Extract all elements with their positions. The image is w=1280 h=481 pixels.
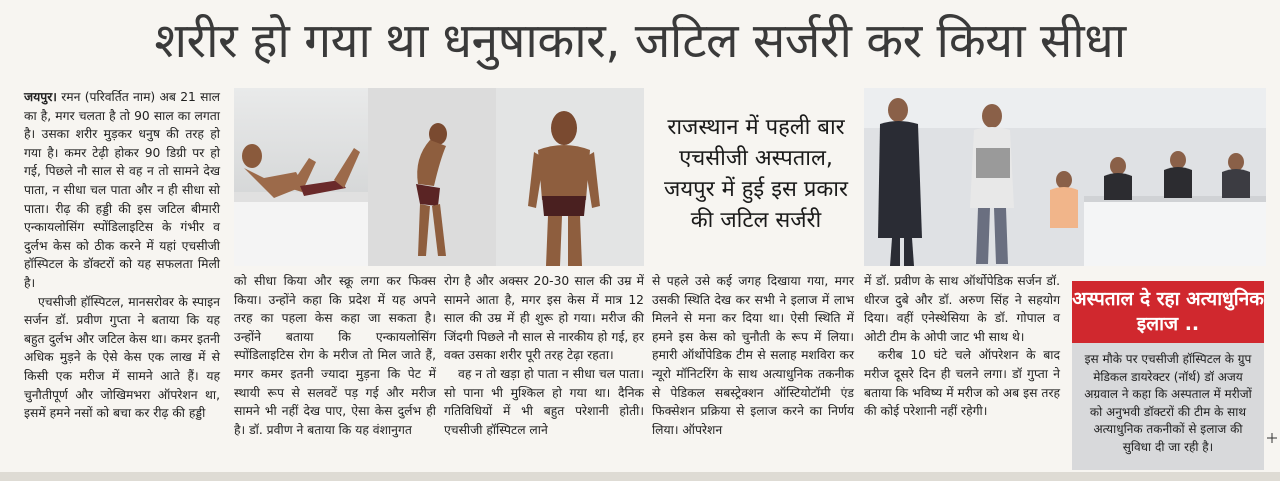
sidebar-body: इस मौके पर एचसीजी हॉस्पिटल के ग्रुप मेडिकल डायरेक्टर (नॉर्थ) डॉ अजय अग्रवाल ने कहा कि अस्पताल में मरीजों को अनुभवी डॉक्टरों की टीम के साथ अत्याधुनिक तकनीकों से इलाज की सुविधा दी जा रही है। (1072, 343, 1264, 470)
press-conference-image (864, 88, 1266, 266)
paragraph (24, 88, 220, 293)
paragraph-text: रमन (परिवर्तित नाम) अब 21 साल का है, मगर चलता है तो 90 साल का लगता है। उसका शरीर मुड़कर धनुष की तरह हो गया है। कमर टेढ़ी होकर 90 डिग्री पर हो गई, पिछले नौ साल से वह न तो सामने देख पाता, न सीधा चल पाता और न ही सीधा सो पाता। रीढ़ की हड्डी की इस जटिल बीमारी एन्कायलोसिंग स्पोंडिलाइटिस के गंभीर व दुर्लभ केस को ठीक करने में यहां एचसीजी हॉस्पिटल के डॉक्टरों को यह सफलता मिली है। (24, 90, 220, 290)
article-column-3 (444, 272, 644, 439)
plus-icon (1266, 432, 1278, 444)
headline: शरीर हो गया था धनुषाकार, जटिल सर्जरी कर किया सीधा (154, 13, 1126, 69)
paragraph: एचसीजी हॉस्पिटल, मानसरोवर के स्पाइन सर्जन डॉ. प्रवीण गुप्ता ने बताया कि यह बहुत दुर्लभ और जटिल केस था। कमर इतनी अधिक मुड़ने के ऐसे केस एक लाख में से किसी एक मरीज में सामने आते हैं। यह चुनौतीपूर्ण और जोखिमभरा ऑपरेशन था, इसमें हमने नसों को बचा कर रीढ़ की हड्डी (24, 294, 220, 421)
article-column-2 (234, 272, 436, 439)
article-column-5 (864, 272, 1060, 421)
paragraph: करीब 10 घंटे चले ऑपरेशन के बाद मरीज दूसरे दिन ही चलने लगा। डॉ गुप्ता ने बताया कि भविष्य में मरीज को अब इस तरह की कोई परेशानी नहीं रहेगी। (864, 348, 1060, 419)
article-column-4 (652, 272, 854, 439)
paragraph: वह न तो खड़ा हो पाता न सीधा चल पाता। सो पाना भी मुश्किल हो गया था। दैनिक गतिविधियों में भी बहुत परेशानी होती। एचसीजी हॉस्पिटल लाने (444, 366, 644, 437)
press-conference-photo (864, 88, 1266, 266)
paragraph: से पहले उसे कई जगह दिखाया गया, मगर उसकी स्थिति देख कर सभी ने इलाज में लाभ मिलने से मना कर दिया था। ऐसी स्थिति में हमने इस केस को चुनौती के रूप में लिया। हमारी ऑर्थोपेडिक टीम से सलाह मशविरा कर न्यूरो मॉनिटरिंग के साथ अत्याधुनिक तकनीक से पेडिकल सबस्ट्रेक्शन ऑस्टियोटॉमी एंड फिक्सेशन प्रक्रिया से इलाज करने का निर्णय लिया। ऑपरेशन (652, 274, 854, 437)
dateline: जयपुर। (24, 90, 57, 104)
kicker-text: राजस्थान में पहली बार एचसीजी अस्पताल, जयपुर में हुई इस प्रकार की जटिल सर्जरी (664, 115, 848, 233)
article-column-1 (24, 88, 220, 423)
patient-photo-strip (234, 88, 644, 266)
paragraph: को सीधा किया और स्क्रू लगा कर फिक्स किया। उन्होंने कहा कि प्रदेश में यह अपने तरह का पहला केस कहा जा सकता है। उन्होंने बताया कि एन्कायलोसिंग स्पोंडिलाइटिस रोग के मरीज तो मिल जाते हैं, मगर कमर इतनी ज्यादा मुड़ना कि पेट में स्थायी रूप से सलवटें पड़ गई और मरीज सामने भी नहीं देख पाए, ऐसा केस दुर्लभ ही है। डॉ. प्रवीण ने बताया कि यह वंशानुगत (234, 274, 436, 437)
paragraph: रोग है और अक्सर 20-30 साल की उम्र में सामने आता है, मगर इस केस में मात्र 12 साल की उम्र में ही शुरू हो गया। मरीज की जिंदगी पिछले नौ साल से नारकीय हो गई, हर वक्त उसका शरीर पूरी तरह टेढ़ा रहता। (444, 274, 644, 363)
sidebar-title: अस्पताल दे रहा अत्याधुनिक इलाज .. (1072, 281, 1264, 343)
paragraph: में डॉ. प्रवीण के साथ ऑर्थोपेडिक सर्जन डॉ. धीरज दुबे और डॉ. अरुण सिंह ने सहयोग दिया। वहीं एनेस्थेसिया के डॉ. गोपाल व ओटी टीम के ओपी जाट भी साथ थे। (864, 274, 1060, 344)
patient-photos-image (234, 88, 644, 266)
bottom-rule (0, 472, 1280, 481)
